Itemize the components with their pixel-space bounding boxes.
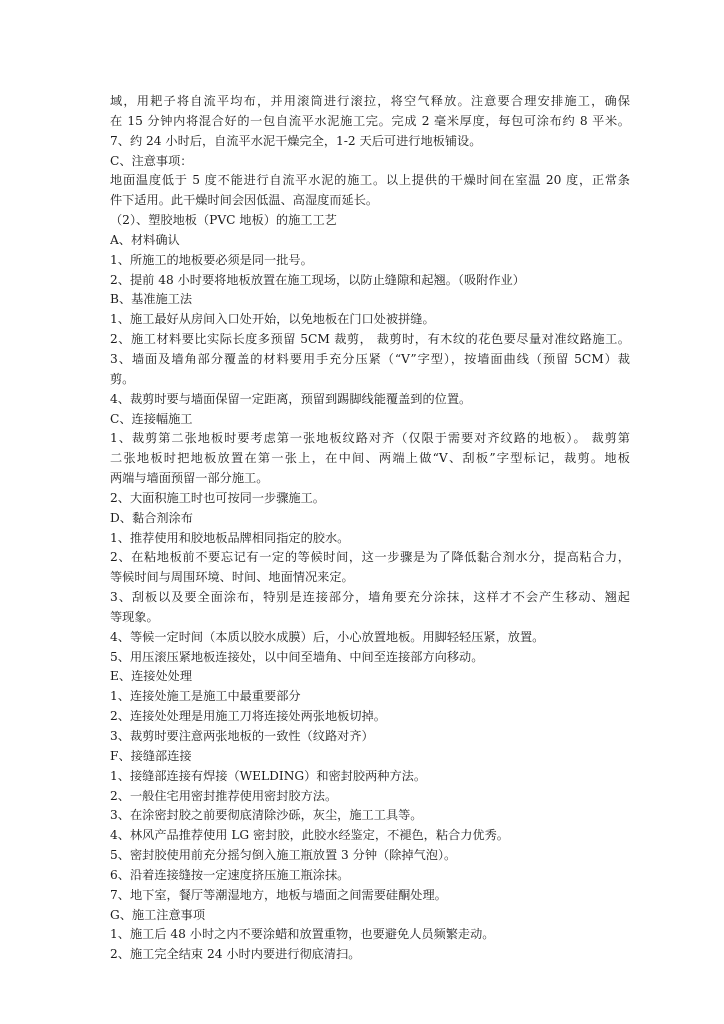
text-line: 二张地板时把地板放置在第一张上，在中间、两端上做“V、刮板”字型标记，裁剪。地板 — [110, 451, 630, 466]
text-line: 等候时间与周围环境、时间、地面情况来定。 — [110, 570, 354, 585]
text-line: C、连接幅施工 — [110, 411, 193, 426]
text-line: 5、用压滚压紧地板连接处，以中间至墙角、中间至连接部方向移动。 — [110, 649, 484, 664]
text-line: 5、密封胶使用前充分摇匀倒入施工瓶放置 3 分钟（除掉气泡）。 — [110, 848, 457, 863]
text-line: 1、裁剪第二张地板时要考虑第一张地板纹路对齐（仅限于需要对齐纹路的地板）。 裁剪第 — [110, 431, 630, 446]
text-line: 等现象。 — [110, 609, 159, 624]
text-line: 地面温度低于 5 度不能进行自流平水泥的施工。以上提供的干燥时间在室温 20 度，正常条 — [110, 173, 630, 188]
text-line: A、材料确认 — [110, 232, 180, 247]
text-line: 2、施工材料要比实际长度多预留 5CM 裁剪， 裁剪时，有木纹的花色要尽量对准纹路施工。 — [110, 332, 630, 347]
text-line: 4、等候一定时间（本质以胶水成膜）后，小心放置地板。用脚轻轻压紧，放置。 — [110, 629, 545, 644]
text-line: 2、一般住宅用密封推荐使用密封胶方法。 — [110, 788, 338, 803]
text-line: 剪。 — [110, 371, 135, 386]
text-line: 件下适用。此干燥时间会因低温、高湿度而延长。 — [110, 193, 379, 208]
text-line: G、施工注意事项 — [110, 907, 206, 922]
text-line: 3、裁剪时要注意两张地板的一致性（纹路对齐） — [110, 729, 374, 743]
text-line: 域，用耙子将自流平均布，并用滚筒进行滚拉，将空气释放。注意要合理安排施工，确保 — [110, 94, 630, 108]
text-line: 1、推荐使用和胶地板品牌相同指定的胶水。 — [110, 530, 350, 545]
text-line: 3、在涂密封胶之前要彻底清除沙砾，灰尘，施工工具等。 — [110, 808, 423, 823]
text-line: 7、约 24 小时后，自流平水泥干燥完全，1-2 天后可进行地板铺设。 — [110, 133, 482, 148]
text-line: （2）、塑胶地板（PVC 地板）的施工工艺 — [110, 213, 337, 228]
text-line: 2、大面积施工时也可按同一步骤施工。 — [110, 490, 325, 505]
text-line: 4、裁剪时要与墙面保留一定距离，预留到踢脚线能覆盖到的位置。 — [110, 391, 472, 406]
text-line: F、接缝部连接 — [110, 748, 192, 763]
text-line: 2、施工完全结束 24 小时内要进行彻底清扫。 — [110, 947, 361, 962]
text-line: C、注意事项： — [110, 153, 193, 168]
text-line: 3、墙面及墙角部分覆盖的材料要用手充分压紧（“V”字型），按墙面曲线（预留 5CM）裁 — [110, 351, 630, 366]
text-line: 1、施工最好从房间入口处开始，以免地板在门口处被拼缝。 — [110, 312, 435, 327]
text-line: 两端与墙面预留一部分施工。 — [110, 471, 269, 486]
text-line: 2、在粘地板前不要忘记有一定的等候时间，这一步骤是为了降低黏合剂水分，提高粘合力， — [110, 550, 630, 565]
text-line: 2、提前 48 小时要将地板放置在施工现场，以防止缝隙和起翘。（吸附作业） — [110, 272, 525, 287]
text-line: 1、接缝部连接有焊接（WELDING）和密封胶两种方法。 — [110, 768, 427, 783]
text-line: B、基准施工法 — [110, 292, 193, 307]
text-line: E、连接处处理 — [110, 669, 193, 684]
text-line: 1、施工后 48 小时之内不要涂蜡和放置重物，也要避免人员频繁走动。 — [110, 927, 495, 942]
text-line: 4、林风产品推荐使用 LG 密封胶，此胶水经鉴定，不褪色，粘合力优秀。 — [110, 828, 509, 843]
text-line: 6、沿着连接缝按一定速度挤压施工瓶涂抹。 — [110, 867, 350, 882]
text-line: 3、刮板以及要全面涂布，特别是连接部分，墙角要充分涂抹，这样才不会产生移动、翘起 — [110, 590, 630, 605]
text-line: 1、连接处施工是施工中最重要部分 — [110, 689, 301, 704]
text-line: 2、连接处处理是用施工刀将连接处两张地板切掉。 — [110, 709, 386, 724]
text-line: 在 15 分钟内将混合好的一包自流平水泥施工完。完成 2 毫米厚度，每包可涂布约 8 平米。 — [110, 113, 630, 128]
document-body — [110, 92, 630, 965]
text-line: 7、地下室，餐厅等潮湿地方，地板与墙面之间需要硅酮处理。 — [110, 887, 447, 902]
text-line: D、黏合剂涂布 — [110, 510, 193, 525]
text-line: 1、所施工的地板要必须是同一批号。 — [110, 252, 313, 267]
